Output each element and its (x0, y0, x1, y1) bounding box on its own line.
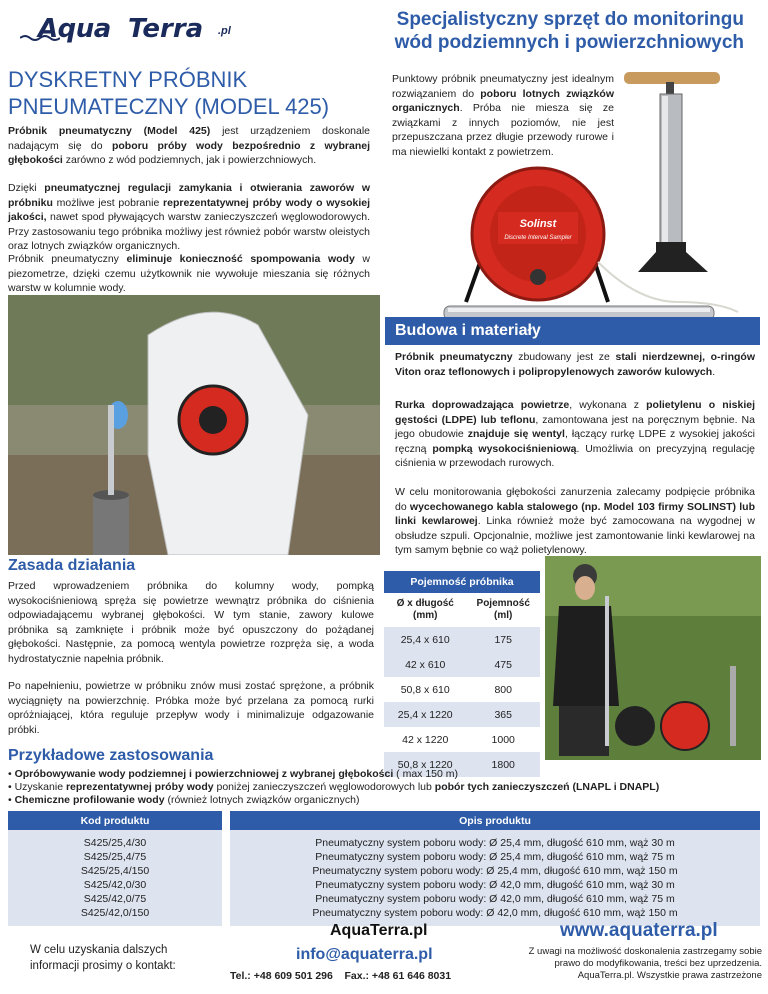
field-photo (8, 295, 380, 555)
product-col-desc: Opis produktu (230, 811, 760, 830)
footer-company: AquaTerra.pl (330, 922, 428, 939)
intro-p2-text3: nawet spod pływających warstw zanieczyszczeń węglowodorowych. Przy zastosowaniu tego próbnika możliwy jest również pobór warstw oleistych oraz lotnych związków organicznych. (8, 211, 370, 252)
footer-website-link[interactable]: www.aquaterra.pl (560, 920, 718, 941)
gap-cell (222, 836, 230, 850)
cap-size-cell: 25,4 x 610 (384, 627, 466, 652)
note-line2: prawo do modyfikowania, treści bez uprzedzenia. (554, 958, 762, 969)
intro-p3-bold: eliminuje konieczność spompowania wody (126, 253, 355, 265)
side-text: Punktowy próbnik pneumatyczny jest idealnym rozwiązaniem do (392, 73, 614, 100)
intro-p3-text2: w piezometrze, dzięki czemu użytkownik nie wywołuje mieszania się różnych warstw w kolumnie wody. (8, 253, 370, 294)
intro-p1-text: jest urządzeniem doskonale nadającym się do (8, 125, 371, 152)
operator-legs (559, 706, 609, 756)
intro-paragraph-1 (8, 124, 370, 168)
table-row (384, 677, 540, 702)
operator-sampler (605, 596, 609, 746)
gap-cell (222, 864, 230, 878)
list-item: • Opróbowywanie wody podziemnej i powierzchniowej z wybranej głębokości ( max 150 m) (8, 768, 459, 780)
b3-text: W celu monitorowania głębokości zanurzenia zalecamy podpięcie próbnika do (395, 486, 755, 513)
table-row (8, 906, 760, 920)
b1-text: zbudowany jest ze (512, 351, 616, 363)
well-casing (93, 495, 129, 555)
product-code-cell: S425/42,0/75 (8, 892, 222, 906)
logo-pl-text: .pl (218, 25, 231, 37)
product-code-cell: S425/25,4/150 (8, 864, 222, 878)
table-row (384, 727, 540, 752)
capacity-col-size: Ø x długość (mm) (384, 593, 466, 627)
intro-p2-bold2: reprezentatywnej próby wody o wysokiej jakości, (8, 196, 370, 223)
table-row (8, 864, 760, 878)
product-code-cell: S425/25,4/75 (8, 850, 222, 864)
product-desc-cell: Pneumatyczny system poboru wody: Ø 42,0 mm, długość 610 mm, wąż 30 m (230, 878, 760, 892)
logo-aqua-text: Aqua (38, 14, 111, 44)
capacity-col-cap: Pojemność (ml) (466, 593, 540, 627)
product-code-cell: S425/42,0/150 (8, 906, 222, 920)
pump-highlight (662, 96, 668, 242)
product-desc-cell: Pneumatyczny system poboru wody: Ø 42,0 mm, długość 610 mm, wąż 75 m (230, 892, 760, 906)
page-header (0, 0, 768, 60)
intro-p2-text: Dzięki (8, 182, 45, 194)
reel-hub (530, 269, 546, 285)
app3-text: (również lotnych związków organicznych) (164, 794, 360, 806)
capacity-table-title: Pojemność próbnika (384, 571, 540, 593)
cap-value-cell: 800 (466, 677, 540, 702)
intro-p3-text: Próbnik pneumatyczny (8, 253, 127, 265)
product-col-gap (222, 811, 230, 830)
b2-bold3: znajduje się wentyl (467, 428, 565, 440)
contact-prompt (30, 942, 210, 974)
b3-bold: wycechowanego kabla stalowego (np. Model 103 firmy SOLINST) lub linki kewlarowej (395, 500, 755, 527)
table-row (8, 836, 760, 850)
gap-cell (222, 920, 230, 926)
table-row (8, 878, 760, 892)
footer-phone-fax: Tel.: +48 609 501 296 Fax.: +48 61 646 8031 (230, 970, 452, 982)
table-row (8, 850, 760, 864)
app1-bold: Opróbowywanie wody podziemnej i powierzchniowej z wybranej głębokości (14, 768, 394, 780)
product-desc-cell: Pneumatyczny system poboru wody: Ø 42,0 mm, długość 610 mm, wąż 150 m (230, 906, 760, 920)
note-line1: Z uwagi na możliwość doskonalenia zastrzegamy sobie (528, 946, 762, 957)
b2-bold2: polietylenu o niskiej gęstości (LDPE) lub teflonu (395, 399, 755, 426)
gap-cell (8, 920, 222, 926)
gap-cell (222, 892, 230, 906)
app2-bold2: pobór tych zanieczyszczeń (LNAPL i DNAPL) (434, 781, 660, 793)
b3-text2: . Linka również może być zamocowana na wygodnej w obsłudze szpuli. Opcjonalnie, możliwe jest zamontowanie linki kewlarowej na tym samym bębnie co wąż polietylenowy. (395, 515, 756, 556)
field-reel-hub (199, 406, 227, 434)
gap-cell (222, 878, 230, 892)
app2-bold: reprezentatywnej próby wody (65, 781, 214, 793)
reel-model: Discrete Interval Sampler (504, 235, 572, 241)
logo-terra-text: Terra (128, 14, 204, 44)
b2-text2: , zamontowana jest na poręcznym bębnie. Na jego obudowie (395, 413, 755, 440)
b1-bold: Próbnik pneumatyczny (395, 351, 513, 363)
intro-p1-text2: zarówno z wód podziemnych, jak i powierzchniowych. (62, 154, 317, 166)
app1-text: ( max 150 m) (393, 768, 459, 780)
table-row (384, 702, 540, 727)
table-row (8, 892, 760, 906)
product-code-cell: S425/42,0/30 (8, 878, 222, 892)
applications-heading: Przykładowe zastosowania (8, 747, 214, 764)
title-line1: DYSKRETNY PRÓBNIK (8, 67, 248, 92)
product-photo (438, 62, 754, 332)
app2-text: Uzyskanie (14, 781, 66, 793)
note-line3: AquaTerra.pl. Wszystkie prawa zastrzeżone (577, 970, 762, 981)
cap-value-cell: 1800 (466, 752, 540, 777)
side-text2: . Próba nie miesza się ze związkami z innych poziomów, nie jest przepuszczana przez długie przewody rurowe i ma niewielki kontakt z powietrzem. (392, 102, 614, 158)
title-line2: PNEUMATECZNY (MODEL 425) (8, 94, 330, 119)
b2-text3: , łączący rurkę LDPE z wysokiej jakości ręczną (395, 428, 755, 455)
operator-reel-black (615, 706, 655, 746)
field-operator-photo (545, 556, 761, 760)
cap-size-cell: 42 x 1220 (384, 727, 466, 752)
budowa-paragraph-3 (395, 485, 755, 558)
operator-face (575, 576, 595, 600)
table-row (384, 652, 540, 677)
footer-disclaimer (500, 946, 762, 982)
budowa-paragraph-2 (395, 398, 755, 471)
product-desc-cell: Pneumatyczny system poboru wody: Ø 25,4 mm, długość 610 mm, wąż 150 m (230, 864, 760, 878)
product-col-code: Kod produktu (8, 811, 222, 830)
gap-cell (222, 850, 230, 864)
intro-p1-bold2: poboru próby wody bezpośrednio z wybranej głębokości (8, 139, 370, 166)
b2-text4: . Umożliwia on precyzyjną regulację ciśnienia w przewodach rurowych. (395, 442, 755, 469)
tagline-line2: wód podziemnych i powierzchniowych (394, 32, 744, 53)
sampler-highlight (448, 308, 710, 312)
cap-size-cell: 42 x 610 (384, 652, 466, 677)
operator-reel-red (661, 702, 709, 750)
app2-text2: poniżej zanieczyszczeń węglowodorowych lub (213, 781, 435, 793)
b1-bold2: stali nierdzewnej, o-ringów Viton oraz teflonowych i polipropylenowych zaworów kulowych (395, 351, 755, 378)
capacity-table (384, 571, 540, 777)
budowa-paragraph-1 (395, 350, 755, 379)
cap-value-cell: 1000 (466, 727, 540, 752)
gap-cell (222, 906, 230, 920)
b2-bold4: pompką wysokociśnieniową (432, 442, 577, 455)
cap-value-cell: 175 (466, 627, 540, 652)
intro-p2-bold: pneumatycznej regulacji zamykania i otwierania zaworów w próbniku (8, 182, 370, 209)
operator-pump (730, 666, 736, 746)
zasada-heading: Zasada działania (8, 557, 136, 574)
intro-p1-bold: Próbnik pneumatyczny (Model 425) (8, 125, 211, 137)
intro-p2-text2: możliwe jest pobranie (52, 196, 164, 209)
b2-bold: Rurka doprowadzająca powietrze (395, 399, 570, 411)
table-row (384, 627, 540, 652)
page-title (8, 66, 378, 120)
b2-text: , wykonana z (569, 399, 647, 411)
contact-line2: informacji prosimy o kontakt: (30, 960, 176, 972)
reel-brand: Solinst (519, 218, 557, 230)
header-tagline (324, 8, 744, 54)
side-bold: poboru lotnych związków organicznych (392, 87, 614, 114)
zasada-paragraph-2: Po napełnieniu, powietrze w próbniku znów musi zostać sprężone, a próbnik wyciągnięty na powierzchnię. Próbka może być przelana za pomocą rurki opróżniającej, która reguluje przepływ wody i minimalizuje odgazowanie próbki. (8, 680, 374, 736)
budowa-heading: Budowa i materiały (385, 317, 760, 345)
list-item: • Chemiczne profilowanie wody (również lotnych związków organicznych) (8, 794, 360, 806)
app3-bold: Chemiczne profilowanie wody (14, 794, 165, 806)
footer-email-link[interactable]: info@aquaterra.pl (296, 946, 433, 963)
intro-paragraph-3 (8, 252, 370, 296)
cap-value-cell: 365 (466, 702, 540, 727)
pump-feet (638, 252, 708, 272)
zasada-paragraph-1: Przed wprowadzeniem próbnika do kolumny wody, pompką wysokociśnieniową spręża się powietrze wewnątrz próbnika do ciśnienia odpowiadającemu wybranej głębokości. W tym stanie, zawory kulowe próbnika są zamknięte i próbnik może być opuszczony do pożądanej głębokości. Następnie, za pomocą wentyla powietrze rozpręża się, a woda hydrostatycznie napełnia próbnik. (8, 580, 374, 665)
cap-value-cell: 475 (466, 652, 540, 677)
cap-size-cell: 50,8 x 1220 (384, 752, 466, 777)
cap-size-cell: 50,8 x 610 (384, 677, 466, 702)
cap-size-cell: 25,4 x 1220 (384, 702, 466, 727)
product-desc-cell: Pneumatyczny system poboru wody: Ø 25,4 mm, długość 610 mm, wąż 30 m (230, 836, 760, 850)
tagline-line1: Specjalistyczny sprzęt do monitoringu (396, 9, 744, 30)
applications-list (8, 768, 760, 807)
field-sampler (108, 405, 114, 495)
product-code-cell: S425/25,4/30 (8, 836, 222, 850)
intro-paragraph-2 (8, 181, 370, 254)
product-desc-cell: Pneumatyczny system poboru wody: Ø 25,4 mm, długość 610 mm, wąż 75 m (230, 850, 760, 864)
operator-body (553, 606, 619, 706)
contact-line1: W celu uzyskania dalszych (30, 944, 168, 956)
list-item: • Uzyskanie reprezentatywnej próby wody poniżej zanieczyszczeń węglowodorowych lub pobór tych zanieczyszczeń (LNAPL i DNAPL) (8, 781, 660, 793)
aquaterra-logo[interactable] (20, 8, 250, 50)
b1-text2: . (712, 365, 716, 378)
product-table (8, 811, 760, 926)
